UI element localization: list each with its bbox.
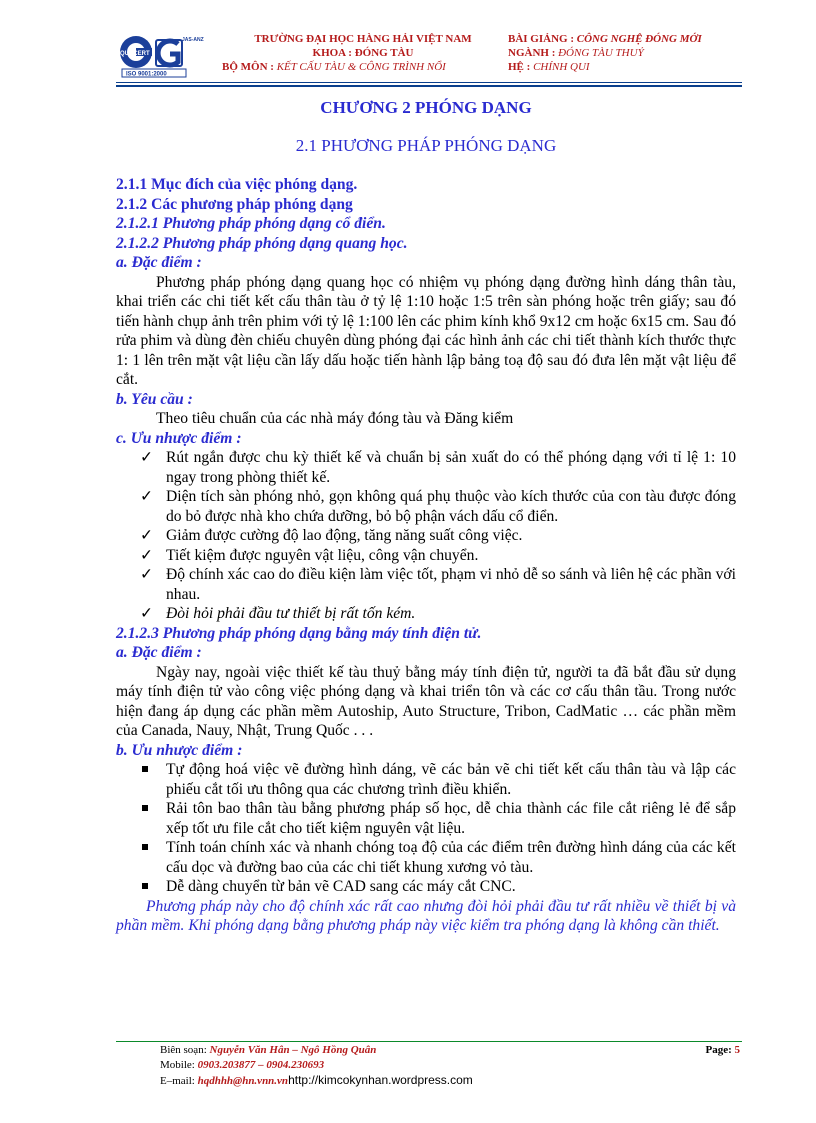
list-item: ✓ Giảm được cường độ lao động, tăng năng suất công việc. xyxy=(140,527,523,544)
lecture-label: BÀI GIẢNG : xyxy=(508,33,577,45)
heading-2-1-1: 2.1.1 Mục đích của việc phóng dạng. xyxy=(116,176,358,193)
author-label: Biên soạn: xyxy=(160,1044,210,1056)
paragraph-computer-features: Ngày nay, ngoài việc thiết kế tàu thuỷ bằng máy tính điện tử, người ta đã bắt đầu sử dụng máy tính điện tử vào công việc phóng dạng và khai triển tôn và các cơ cấu thân tầu. Trong nước hiện đang áp dụng các phần mềm Autoship, Auto Structure, Tribon, CadMatic … các phần mềm của Canada, Nauy, Nhật, Trung Quốc . . . xyxy=(116,663,736,739)
chapter-title: CHƯƠNG 2 PHÓNG DẠNG xyxy=(320,98,532,117)
page-number xyxy=(705,1043,740,1058)
paragraph-requirements: Theo tiêu chuẩn của các nhà máy đóng tàu và Đăng kiểm xyxy=(156,410,514,427)
subheading-a-features-2: a. Đặc điểm : xyxy=(116,644,202,661)
email-label: E–mail: xyxy=(160,1075,198,1087)
logo-brand-text: QUACERT xyxy=(120,51,150,57)
logo-iso-text: ISO 9001:2000 xyxy=(126,71,167,78)
quacert-logo xyxy=(116,34,208,78)
faculty-label: KHOA : xyxy=(312,47,355,59)
subheading-b-requirements: b. Yêu cầu : xyxy=(116,390,193,408)
major-line xyxy=(508,46,758,60)
department-label: BỘ MÔN : xyxy=(222,61,277,73)
system-label: HỆ : xyxy=(508,61,534,73)
school-name: TRƯỜNG ĐẠI HỌC HÀNG HẢI VIỆT NAM xyxy=(254,33,472,45)
paragraph-optical-features: Phương pháp phóng dạng quang học có nhiệm vụ phóng dạng đường hình dáng thân tàu, khai triển các chi tiết kết cấu thân tàu ở tỷ lệ 1:10 hoặc 1:5 trên sàn phóng hoặc trên giấy; sau đó tiến hành chụp ảnh trên phim với tỷ lệ 1:100 lên các phim kính khổ 9x12 cm hoặc 6x15 cm. Sau đó rửa phim và dùng đèn chiếu chuyên dùng phóng đại các hình ảnh các chi tiết thành kích thước thực 1: 1 lên trên mặt vật liệu cần lấy dấu hoặc tiến hành lập bảng toạ độ sau đó đưa lên mặt vật liệu để cắt. xyxy=(116,273,736,388)
square-bullet-icon xyxy=(142,805,148,811)
major-value: ĐÓNG TÀU THUỶ xyxy=(558,47,644,59)
header-left-block xyxy=(218,32,508,74)
faculty-line xyxy=(218,46,508,60)
check-icon: ✓ xyxy=(140,605,154,622)
system-line xyxy=(508,60,758,74)
check-icon: ✓ xyxy=(140,566,154,583)
check-icon: ✓ xyxy=(140,449,154,466)
author-line xyxy=(160,1043,740,1058)
list-item: ✓ Đòi hỏi phải đầu tư thiết bị rất tốn kém. xyxy=(140,605,416,622)
page-value: 5 xyxy=(734,1044,740,1056)
author-names: Nguyễn Văn Hân – Ngô Hồng Quân xyxy=(209,1044,377,1056)
major-label: NGÀNH : xyxy=(508,47,559,59)
check-icon: ✓ xyxy=(140,488,154,505)
list-item: Tính toán chính xác và nhanh chóng toạ độ của các điểm trên đường hình dáng của các kết cấu dọc và đường bao của các chi tiết khung xương vỏ tàu. xyxy=(116,838,736,877)
subheading-a-features: a. Đặc điểm : xyxy=(116,254,202,271)
header-divider-thick xyxy=(116,85,742,87)
email-line xyxy=(160,1073,740,1089)
list-item: Dễ dàng chuyển từ bản vẽ CAD sang các máy cắt CNC. xyxy=(116,877,736,897)
subheading-b-pros-cons: b. Ưu nhược điểm : xyxy=(116,741,243,759)
department-value: KẾT CẤU TÀU & CÔNG TRÌNH NỔI xyxy=(276,61,446,73)
header-right-block xyxy=(508,32,758,74)
heading-2-1-2: 2.1.2 Các phương pháp phóng dạng xyxy=(116,195,353,213)
subheading-c-pros-cons: c. Ưu nhược điểm : xyxy=(116,429,242,447)
page-header xyxy=(116,32,756,80)
page-label: Page: xyxy=(705,1044,735,1056)
check-icon: ✓ xyxy=(140,546,154,564)
department-line xyxy=(218,60,508,74)
list-item: Tự động hoá việc vẽ đường hình dáng, vẽ các bản vẽ chi tiết kết cấu thân tàu và lập các phiếu cắt tối ưu thông qua các chương trình điều khiển. xyxy=(116,760,736,799)
square-bullet-icon xyxy=(142,883,148,889)
mobile-line xyxy=(160,1058,740,1073)
system-value: CHÍNH QUI xyxy=(533,61,590,73)
logo-cert-text: JAS-ANZ xyxy=(182,37,204,43)
header-divider-thin xyxy=(116,82,742,83)
mobile-label: Mobile: xyxy=(160,1059,198,1071)
list-item: ✓ Rút ngắn được chu kỳ thiết kế và chuẩn bị sản xuất do có thể phóng dạng với tỉ lệ 1: 10 ngay trong phòng thiết kế. xyxy=(140,449,736,486)
list-item: ✓ Độ chính xác cao do điều kiện làm việc tốt, phạm vi nhỏ dễ so sánh và liên hệ các phần với nhau. xyxy=(140,566,736,603)
faculty-value: ĐÓNG TÀU xyxy=(354,47,414,59)
optical-pros-cons-list xyxy=(116,448,736,624)
computer-pros-cons-list xyxy=(116,760,736,897)
check-icon: ✓ xyxy=(140,527,154,544)
page-footer xyxy=(160,1043,740,1089)
website-link[interactable]: http://kimcokynhan.wordpress.com xyxy=(288,1073,473,1087)
mobile-numbers: 0903.203877 – 0904.230693 xyxy=(197,1059,325,1071)
section-title: 2.1 PHƯƠNG PHÁP PHÓNG DẠNG xyxy=(295,135,557,155)
list-item: Rải tôn bao thân tàu bằng phương pháp số học, dễ chia thành các file cắt riêng lẻ để sắp xếp tốt ưu file cắt cho tiết kiệm nguyên vật liệu. xyxy=(116,799,736,838)
square-bullet-icon xyxy=(142,844,148,850)
page-content xyxy=(116,98,736,936)
footer-divider xyxy=(116,1041,742,1042)
email-address[interactable]: hqdhhh@hn.vnn.vn xyxy=(197,1075,289,1087)
list-item: ✓ Tiết kiệm được nguyên vật liệu, công vận chuyển. xyxy=(140,546,479,564)
heading-2-1-2-1: 2.1.2.1 Phương pháp phóng dạng cổ điển. xyxy=(116,215,386,232)
square-bullet-icon xyxy=(142,766,148,772)
heading-2-1-2-2: 2.1.2.2 Phương pháp phóng dạng quang học. xyxy=(116,234,408,252)
lecture-line xyxy=(508,32,758,46)
list-item: ✓ Diện tích sàn phóng nhỏ, gọn không quá phụ thuộc vào kích thước của con tàu được đóng do bỏ được nhà kho chứa dưỡng, bỏ bộ phận vách dấu cổ điển. xyxy=(140,488,736,525)
lecture-value: CÔNG NGHỆ ĐÓNG MỚI xyxy=(576,33,702,45)
heading-2-1-2-3: 2.1.2.3 Phương pháp phóng dạng bằng máy tính điện tử. xyxy=(116,624,482,642)
closing-paragraph: Phương pháp này cho độ chính xác rất cao nhưng đòi hỏi phải đầu tư rất nhiều về thiết bị và phần mềm. Khi phóng dạng bằng phương pháp này việc kiểm tra phóng dạng là không cần thiết. xyxy=(116,897,736,934)
